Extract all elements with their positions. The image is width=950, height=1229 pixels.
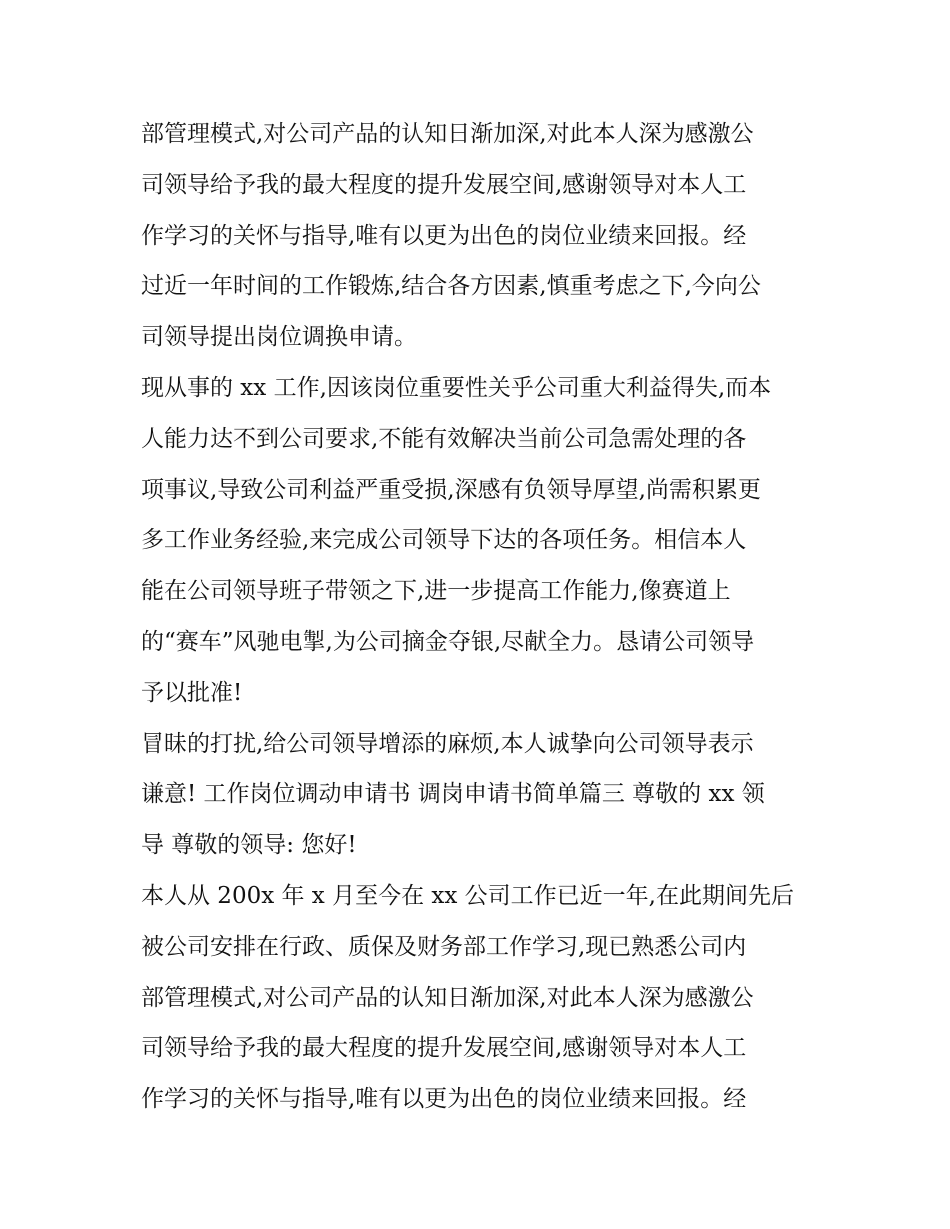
- text-line: 现从事的 xx 工作,因该岗位重要性关乎公司重大利益得失,而本: [141, 374, 772, 401]
- text-line: 的“赛车”风驰电掣,为公司摘金夺银,尽献全力。恳请公司领导: [141, 628, 755, 655]
- text-line: 导 尊敬的领导: 您好!: [141, 832, 357, 859]
- text-line: 部管理模式,对公司产品的认知日渐加深,对此本人深为感激公: [141, 121, 754, 147]
- text-line: 司领导提出岗位调换申请。: [141, 324, 417, 351]
- text-line: 多工作业务经验,来完成公司领导下达的各项任务。相信本人: [141, 527, 747, 554]
- document-body: [141, 109, 821, 1125]
- text-line: 人能力达不到公司要求,不能有效解决当前公司急需处理的各: [141, 425, 747, 452]
- text-line: 司领导给予我的最大程度的提升发展空间,感谢领导对本人工: [141, 171, 747, 198]
- text-line: 予以批准!: [141, 679, 243, 706]
- text-line: 作学习的关怀与指导,唯有以更为出色的岗位业绩来回报。经: [141, 1086, 747, 1113]
- text-line: 作学习的关怀与指导,唯有以更为出色的岗位业绩来回报。经: [141, 222, 747, 249]
- text-line: 冒昧的打扰,给公司领导增添的麻烦,本人诚挚向公司领导表示: [141, 730, 754, 757]
- text-line: 过近一年时间的工作锻炼,结合各方因素,慎重考虑之下,今向公: [141, 273, 761, 300]
- text-line: 司领导给予我的最大程度的提升发展空间,感谢领导对本人工: [141, 1035, 747, 1062]
- text-line: 谦意! 工作岗位调动申请书 调岗申请书简单篇三 尊敬的 xx 领: [141, 781, 765, 808]
- text-line: 能在公司领导班子带领之下,进一步提高工作能力,像赛道上: [141, 578, 731, 605]
- text-line: 部管理模式,对公司产品的认知日渐加深,对此本人深为感激公: [141, 984, 754, 1011]
- text-line: 本人从 200x 年 x 月至今在 xx 公司工作已近一年,在此期间先后: [141, 882, 794, 909]
- text-line: 项事议,导致公司利益严重受损,深感有负领导厚望,尚需积累更: [141, 476, 761, 503]
- text-line: 被公司安排在行政、质保及财务部工作学习,现已熟悉公司内: [141, 933, 747, 960]
